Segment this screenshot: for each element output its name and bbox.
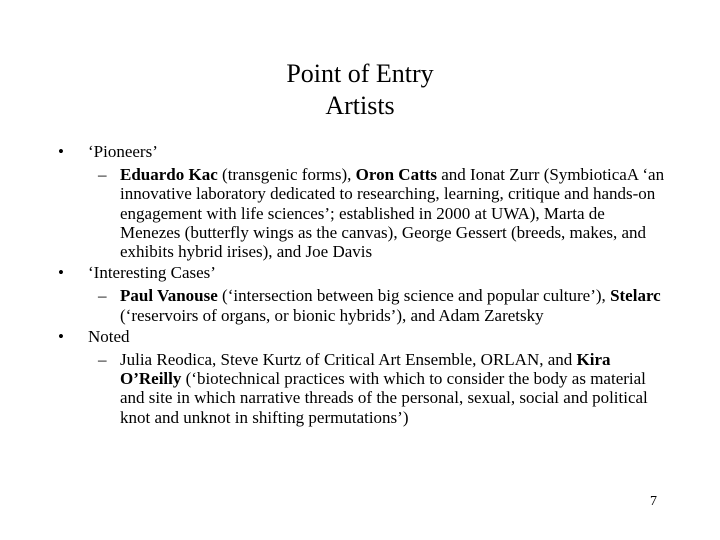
dash-icon: – <box>98 350 107 370</box>
bullet-label: ‘Pioneers’ <box>88 142 158 161</box>
sub-bullet-interesting-cases <box>58 286 668 324</box>
artist-name: Stelarc <box>610 286 661 306</box>
title-line-1: Point of Entry <box>286 59 434 88</box>
bullet-label: Noted <box>88 326 130 346</box>
slide-title <box>0 58 720 122</box>
sub-text: and Ionat Zurr (SymbioticaA ‘an innovative laboratory dedicated to researching, learning, critique and hands-on engagement with life sciences’; established in 2000 at UWA), Marta de Menezes (butterfly wings as the canvas), George Gessert (breeds, makes, and exhibits hybrid irises), and Joe Davis <box>120 165 665 262</box>
artist-name: Oron Catts <box>355 165 438 185</box>
bullet-dot-icon: • <box>58 142 64 161</box>
title-line-2: Artists <box>325 91 395 120</box>
sub-text: (transgenic forms), <box>217 165 356 185</box>
page-number: 7 <box>650 494 657 509</box>
artist-name: Eduardo Kac <box>120 165 218 185</box>
bullet-interesting-cases <box>58 263 668 282</box>
bullet-pioneers <box>58 142 668 161</box>
artist-name: Kira O’Reilly <box>120 350 611 389</box>
bullet-dot-icon: • <box>58 263 64 283</box>
dash-icon: – <box>98 165 107 185</box>
dash-icon: – <box>98 286 107 306</box>
sub-bullet-noted <box>58 350 668 427</box>
bullet-label: ‘Interesting Cases’ <box>88 263 216 283</box>
slide-body <box>58 140 668 427</box>
sub-text: (‘intersection between big science and popular culture’), <box>217 286 611 306</box>
sub-bullet-pioneers <box>58 165 668 261</box>
bullet-dot-icon: • <box>58 326 64 346</box>
sub-text: Julia Reodica, Steve Kurtz of Critical Art Ensemble, ORLAN, and <box>120 350 577 370</box>
artist-name: Paul Vanouse <box>120 286 218 306</box>
bullet-noted <box>58 327 668 346</box>
sub-text: (‘reservoirs of organs, or bionic hybrids’), and Adam Zaretsky <box>120 305 544 325</box>
sub-text: (‘biotechnical practices with which to consider the body as material and site in which narrative threads of the personal, sexual, social and political knot and unknot in shifting permutations’) <box>120 369 648 427</box>
